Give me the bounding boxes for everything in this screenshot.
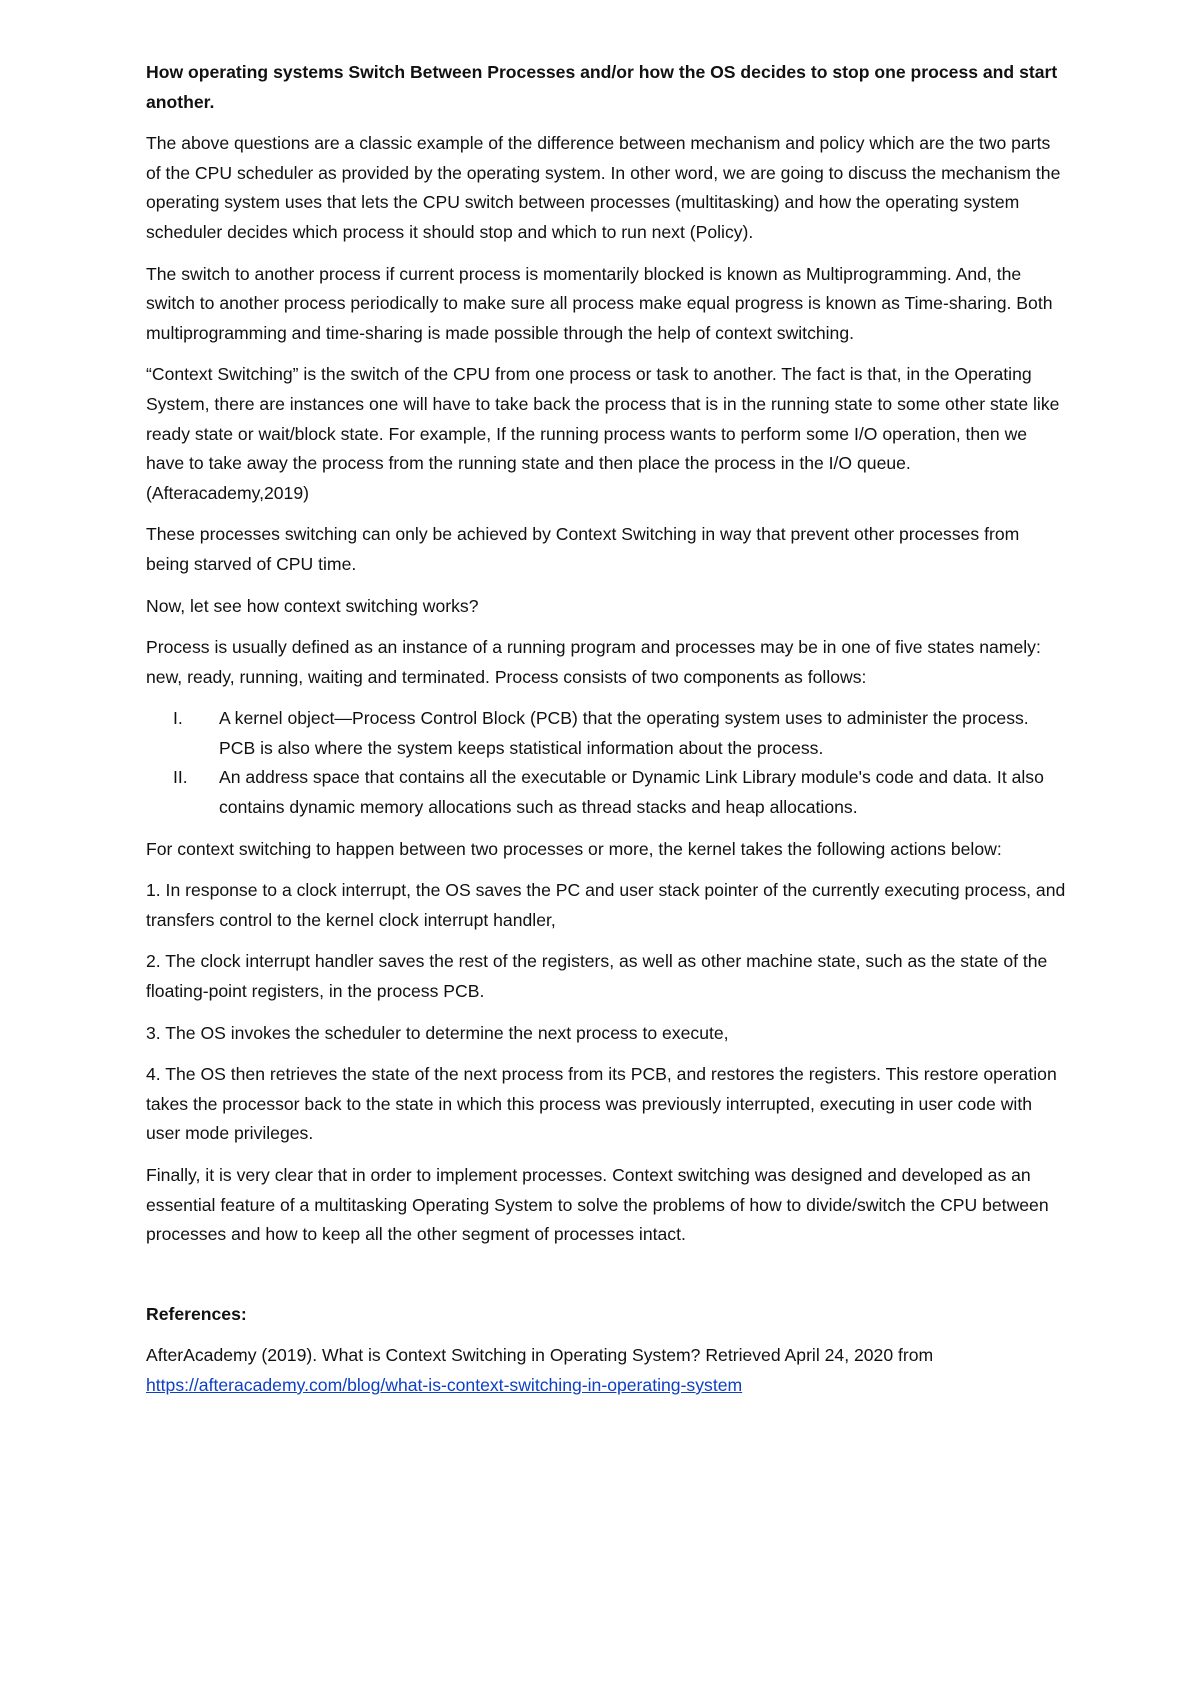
paragraph-multiprogramming: The switch to another process if current process is momentarily blocked is known as Multiprogramming. And, the switch to another process periodically to make sure all process make equal progress is known as Time-sharing. Both multiprogramming and time-sharing is made possible through the help of context switching. (146, 263, 1053, 343)
paragraph-how-it-works: Now, let see how context switching works? (146, 595, 479, 616)
document-title: How operating systems Switch Between Processes and/or how the OS decides to stop one process and start another. (146, 62, 1058, 112)
step-2: 2. The clock interrupt handler saves the rest of the registers, as well as other machine state, such as the state of the floating-point registers, in the process PCB. (146, 951, 1048, 1002)
process-components-list (146, 704, 1066, 822)
list-item (146, 763, 1066, 822)
section-spacer (146, 1262, 1066, 1300)
list-item-text: An address space that contains all the executable or Dynamic Link Library module's code and data. It also contains dynamic memory allocations such as thread stacks and heap allocations. (219, 767, 1044, 818)
list-item (146, 704, 1066, 763)
step-3: 3. The OS invokes the scheduler to determine the next process to execute, (146, 1022, 729, 1043)
references-heading: References: (146, 1303, 247, 1324)
paragraph-process-definition: Process is usually defined as an instance of a running program and processes may be in one of five states namely: new, ready, running, waiting and terminated. Process consists of two components as follows: (146, 637, 1041, 687)
list-item-text: A kernel object—Process Control Block (PCB) that the operating system uses to administer the process. PCB is also where the system keeps statistical information about the process. (219, 708, 1029, 758)
list-marker: II. (173, 767, 188, 788)
document-page (146, 58, 1066, 1413)
step-1: 1. In response to a clock interrupt, the OS saves the PC and user stack pointer of the currently executing process, and transfers control to the kernel clock interrupt handler, (146, 880, 1066, 930)
paragraph-starvation: These processes switching can only be achieved by Context Switching in way that prevent other processes from being starved of CPU time. (146, 524, 1020, 574)
paragraph-context-switching-definition: “Context Switching” is the switch of the CPU from one process or task to another. The fact is that, in the Operating System, there are instances one will have to take back the process that is in the running state to some other state like ready state or wait/block state. For example, If the running process wants to perform some I/O operation, then we have to take away the process from the running state and then place the process in the I/O queue. (Afteracademy,2019) (146, 364, 1060, 503)
reference-entry (146, 1341, 1066, 1400)
paragraph-mechanism-policy: The above questions are a classic example of the difference between mechanism and policy which are the two parts of the CPU scheduler as provided by the operating system. In other word, we are going to discuss the mechanism the operating system uses that lets the CPU switch between processes (multitasking) and how the operating system scheduler decides which process it should stop and which to run next (Policy). (146, 133, 1061, 242)
step-4: 4. The OS then retrieves the state of the next process from its PCB, and restores the registers. This restore operation takes the processor back to the state in which this process was previously interrupted, executing in user code with user mode privileges. (146, 1064, 1057, 1144)
paragraph-steps-intro: For context switching to happen between two processes or more, the kernel takes the following actions below: (146, 838, 1002, 859)
list-marker: I. (173, 708, 183, 729)
reference-link[interactable]: https://afteracademy.com/blog/what-is-context-switching-in-operating-system (146, 1374, 743, 1395)
reference-text: AfterAcademy (2019). What is Context Switching in Operating System? Retrieved April 24, 2020 from (146, 1345, 934, 1366)
paragraph-conclusion: Finally, it is very clear that in order to implement processes. Context switching was designed and developed as an essential feature of a multitasking Operating System to solve the problems of how to divide/switch the CPU between processes and how to keep all the other segment of processes intact. (146, 1165, 1049, 1245)
